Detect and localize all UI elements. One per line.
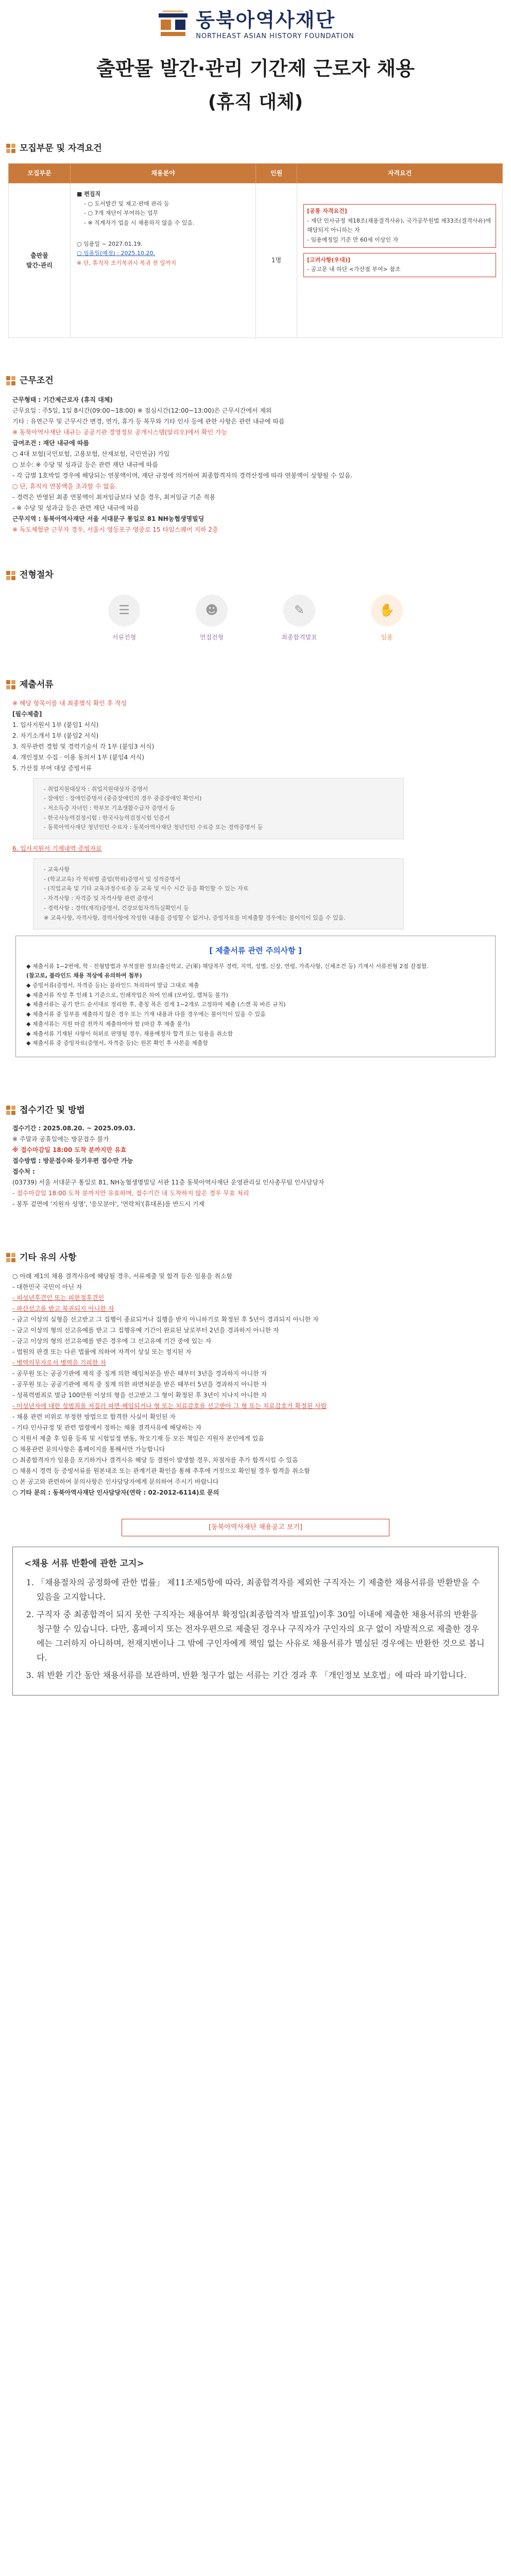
- application-address-title: 접수처 :: [12, 1168, 35, 1176]
- notes-list: [12, 1271, 499, 1498]
- return-notice-item: 3. 위 반환 기간 동안 채용서류를 보관하며, 반환 청구가 없는 서류는 기간 경과 후 「개인정보 보호법」에 따라 파기합니다.: [37, 1668, 487, 1683]
- evidence-line: - (직업교육 및 기타 교육과정수료증 등 교육 및 이수 시간 등을 확인할 수 있는 자료: [44, 885, 249, 892]
- requirements-cell: [297, 183, 503, 338]
- condition-line: 근무요일 : 주5일, 1일 8시간(09:00~18:00) ※ 점심시간(12:00~13:00)은 근무시간에서 제외: [12, 407, 272, 415]
- bonus-evidence-box: [33, 778, 404, 839]
- evidence-line: - 취업지원대상자 : 취업지원대상자 증명서: [44, 785, 148, 792]
- application-info: [12, 1123, 499, 1210]
- notice-line: (참고로, 블라인드 채용 적상에 유의하여 첨부): [26, 972, 142, 979]
- note-line: - 피성년후견인 또는 피한정후견인: [12, 1294, 105, 1301]
- page-title: 출판물 발간·관리 기간제 근로자 채용: [96, 57, 415, 80]
- note-line: - 채용 관련 비위로 부정한 방법으로 합격한 사실이 확인된 자: [12, 1413, 176, 1420]
- application-address: (03739) 서울 서대문구 통일로 81, NH농협생명빌딩 서관 11층 동북아역사재단 운영관리실 인사총무팀 인사담당자: [12, 1179, 325, 1187]
- condition-line: ○ 보수: ※ 수당 및 성과급 등은 관련 재단 내규에 따름: [12, 461, 158, 469]
- process-steps: [0, 595, 511, 642]
- process-step: [274, 595, 325, 642]
- preferred-requirements: [303, 253, 496, 277]
- process-step: [186, 595, 237, 642]
- condition-line: ○ 단, 휴직자 연봉액을 초과할 수 없음.: [12, 483, 117, 490]
- section-title: 근무조건: [20, 376, 54, 386]
- section-bullet-icon: [6, 376, 15, 385]
- condition-line: 급여조건 : 재단 내규에 따름: [12, 439, 90, 447]
- condition-line: - ※ 수당 및 성과급 등은 관련 재단 내규에 따름: [12, 504, 139, 512]
- note-line: - 공무원 또는 공공기관에 재직 중 징계 의한 해임처분을 받은 때부터 3년을 경과하지 아니한 자: [12, 1369, 267, 1377]
- document-item: 5. 가산점 부여 대상 증빙서류: [12, 764, 92, 772]
- req-title: [공통 자격요건]: [307, 208, 347, 215]
- document-item: 4. 개인정보 수집 · 이용 동의서 1부 (붙임4 서식): [12, 753, 144, 761]
- field-line: - ※ 직계자가 업을 시 채용하지 않을 수 있음.: [84, 219, 195, 227]
- table-header: 모집부문: [9, 164, 71, 183]
- evidence-line: - (학교교육) 각 학위별 졸업(학위)증명서 및 성적증명서: [44, 875, 181, 883]
- documents-notice-box: [15, 936, 496, 1057]
- section-bullet-icon: [6, 1106, 15, 1115]
- table-header: 채용분야: [71, 164, 256, 183]
- condition-line: 기타 : 유연근무 및 근무시간 변경, 연가, 휴가 등 복무와 기타 인사 등에 관한 사항은 관련 내규에 따름: [12, 418, 285, 426]
- document-item: 3. 직무관련 경험 및 경력기술서 각 1부 (붙임3 서식): [12, 742, 155, 750]
- notice-title: [ 제출서류 관련 주의사항 ]: [209, 946, 302, 956]
- evidence-line: - 저소득층 자녀인 : 학부모 기초생활수급자 증명서 등: [44, 805, 176, 812]
- evidence-line: - 경력사항 : 경력(재직)증명서, 건강보험자격득실확인서 등: [44, 904, 189, 911]
- section-title: 기타 유의 사항: [20, 1252, 77, 1263]
- section-process: [6, 568, 511, 582]
- note-line: - 법원의 판결 또는 다른 법률에 의하여 자격이 상실 또는 정지된 자: [12, 1348, 192, 1355]
- field-line: ○ 임용일 ~ 2027.01.19.: [77, 240, 143, 247]
- note-line: - 대한민국 국민이 아닌 자: [12, 1283, 82, 1291]
- document-icon: ☰: [108, 595, 140, 626]
- process-step: [98, 595, 150, 642]
- announcement-icon: ✎: [283, 595, 315, 626]
- evidence-line: - 교육사항: [44, 866, 70, 873]
- application-method: 접수방법 : 방문접수와 등기우편 접수만 가능: [12, 1157, 133, 1165]
- return-notice-title: <채용 서류 반환에 관한 고지>: [24, 1558, 144, 1569]
- table-header: 자격요건: [297, 164, 503, 183]
- note-line: - 파산선고를 받고 복권되지 아니한 자: [12, 1304, 114, 1312]
- note-line: - 금고 이상의 형의 선고유예를 받고 그 집행유예 기간이 완료된 날로부터 2년을 경과하지 아니한 자: [12, 1326, 279, 1334]
- condition-line: ※ 독도체험관 근무자 경우, 서울시 영등포구 영중로 15 타임스퀘어 지하 2층: [12, 526, 218, 534]
- notice-line: ◆ 제출서류 중 증빙자료(증명서, 자격증 등)는 원본 확인 후 사본을 제출함: [26, 1040, 209, 1047]
- section-title: 접수기간 및 방법: [20, 1105, 85, 1115]
- evidence-line: - 장애인 : 장애인증명서 (중증장애인의 경우 중증장애인 확인서): [44, 795, 202, 802]
- page-subtitle: (휴직 대체): [208, 91, 303, 113]
- application-note: ※ 주말과 공휴일에는 방문접수 불가: [12, 1136, 109, 1143]
- condition-line: ○ 4대 보험(국민보험, 고용보험, 산재보험, 국민연금) 가입: [12, 450, 170, 458]
- step-label: 최종합격발표: [281, 633, 317, 641]
- req-title: [고려사항(우대)]: [307, 256, 350, 263]
- notice-line: ◆ 제출서류 기재된 사항이 허위로 판명될 경우, 채용예정자 합격 또는 임용을 취소함: [26, 1030, 233, 1037]
- field-line: - ○ 도서발간 및 제고·판매 관리 등: [84, 200, 169, 207]
- notice-line: ◆ 증빙서류(증명서, 자격증 등)는 블라인드 처리하여 발급 그대로 제출: [26, 982, 199, 989]
- section-title: 제출서류: [20, 680, 54, 690]
- condition-line: - 각 급별 1호박일 경우에 해당되는 연봉액이며, 재단 규정에 의거하여 최종합격자의 경력산정에 따라 연봉액이 상향될 수 있음.: [12, 472, 353, 480]
- step-label: 임용: [381, 633, 393, 641]
- note-line: - 기타 인사규정 및 관련 법령에서 정하는 채용 결격사유에 해당하는 자: [12, 1423, 202, 1431]
- evidence-line: - 자격사항 : 자격증 및 자격사항 관련 증명서: [44, 895, 154, 902]
- section-documents: [6, 678, 511, 691]
- section-bullet-icon: [6, 680, 15, 689]
- req-line: - 재단 인사규정 제18조(채용결격사유), 국가공무원법 제33조(결격사유)에 해당되지 아니하는 자: [307, 217, 491, 234]
- evidence-line: - 한국사능력검정시험 : 한국사능력검정시험 인증서: [44, 814, 170, 821]
- document-item: 2. 자기소개서 1부 (붙임2 서식): [12, 732, 99, 739]
- condition-line: ※ 동북아역사재단 내규는 공공기관 경영정보 공개시스템(알리오)에서 확인 가능: [12, 429, 228, 436]
- note-line: - 금고 이상의 형의 선고유예를 받은 경우에 그 선고유예 기간 중에 있는 자: [12, 1337, 212, 1345]
- req-line: - 공고문 내 하단 <가산점 부여> 참조: [307, 266, 401, 273]
- section-recruitment: [6, 142, 511, 155]
- application-period: 접수기간 : 2025.08.20. ~ 2025.09.03.: [12, 1125, 135, 1132]
- field-line: ○ 임용일(예정) : 2025.10.20.: [77, 250, 155, 257]
- condition-line: - 경력은 반영된 최종 연봉액이 최저임금보다 낮을 경우, 최저임금 기준 적용: [12, 494, 216, 501]
- header: [0, 0, 511, 117]
- notice-line: ◆ 제출서류는 지원 마감 전까지 제출하여야 함 (마감 후 제출 불가): [26, 1020, 190, 1027]
- process-step: [361, 595, 413, 642]
- note-line: - 미성년자에 대한 성범죄를 저질러 파면·해임되거나 형 또는 치료감호를 선고받아 그 형 또는 치료감호가 확정된 사람: [12, 1402, 327, 1410]
- field-cell: [71, 183, 256, 338]
- notice-line: ◆ 제출서류 중 일부를 제출하지 않은 경우 또는 기재 내용과 다를 경우에는 불이익이 있을 수 있음: [26, 1011, 266, 1018]
- field-title: ■ 편집직: [77, 191, 101, 198]
- count-cell: 1명: [256, 183, 297, 338]
- step-label: 면접전형: [199, 633, 224, 641]
- note-line: ○ 채용시 경력 등 증빙서류를 원본대조 또는 관계기관 확인을 통해 추후에 거짓으로 확인될 경우 합격을 취소함: [12, 1467, 310, 1475]
- view-posting-link[interactable]: [동북아역사재단 채용공고 보기]: [122, 1519, 389, 1536]
- note-line: ○ 본 공고와 관련하여 문의사항은 인사담당자에게 문의하여 주시기 바랍니다: [12, 1478, 219, 1485]
- application-note: ※ 접수마감일 18:00 도착 분까지만 유효: [12, 1146, 127, 1154]
- evidence-line: ※ 교육사항, 자격사항, 경력사항에 작성한 내용을 증빙할 수 없거나, 증빙자료를 미제출할 경우에는 불이익이 있을 수 있음.: [44, 914, 346, 921]
- note-line: - 병역의무자로서 병역을 기피한 자: [12, 1359, 106, 1366]
- section-work-conditions: [6, 374, 511, 387]
- req-line: - 임용예정일 기준 만 60세 이상인 자: [307, 236, 399, 244]
- evidence-line: - 동북아역사재단 청년인턴 수료자 : 동북아역사재단 청년인턴 수료증 또는 경력증명서 등: [44, 824, 263, 831]
- section-bullet-icon: [6, 1253, 15, 1262]
- application-note: - 접수마감일 18:00 도착 분까지만 유효하며, 접수기간 내 도착하지 않은 경우 무효 처리: [12, 1190, 249, 1197]
- notice-line: ◆ 제출서류는 공기 반드 순서대로 정리한 후, 총칭 폭은 검게 1~2개로 고정하여 제출 (스캔 꼭 바른 규칙): [26, 1001, 286, 1008]
- foundation-logo-icon: [157, 9, 190, 42]
- condition-line: 근무형태 : 기간제근로자 (휴직 대체): [12, 396, 113, 404]
- documents-required-title: [필수제출]: [12, 710, 42, 718]
- notice-line: ◆ 제출서류 1~2번에, 학 · 전형방법과 부적절한 정보(출신학교, 군(軍) 해당복무 경력, 지역, 성별, 신장, 연령, 가족사항, 신체조건 등) 기재시 서류전형 2점 감점함.: [26, 962, 429, 970]
- note-line: ○ 기타 문의 : 동북아역사재단 인사담당자(연락 : 02-2012-6114)로 문의: [12, 1488, 219, 1496]
- section-application: [6, 1104, 511, 1117]
- note-line: - 금고 이상의 실형을 선고받고 그 집행이 종료되거나 집행을 받지 아니하기로 확정된 후 5년이 경과되지 아니한 자: [12, 1315, 319, 1323]
- note-line: - 공무원 또는 공공기관에 재직 중 징계 의한 파면처분을 받은 때부터 5년을 경과하지 아니한 자: [12, 1380, 267, 1388]
- step-label: 서류전형: [112, 633, 137, 641]
- section-title: 전형절차: [20, 570, 54, 581]
- section-notes: [6, 1251, 511, 1264]
- interview-icon: ☻: [196, 595, 228, 626]
- document-item: 1. 입사지원서 1부 (붙임1 서식): [12, 721, 99, 728]
- application-evidence-box: [33, 858, 404, 929]
- note-line: - 성폭력범죄로 벌금 100만원 이상의 형을 선고받고 그 형이 확정된 후 3년이 지나지 아니한 자: [12, 1391, 267, 1399]
- table-header: 인원: [256, 164, 297, 183]
- recruitment-table: [8, 163, 503, 338]
- application-note: - 봉투 겉면에 '지원자 성명', '응모분야', '연락처'(휴대폰)를 반드시 기재: [12, 1200, 205, 1208]
- section-bullet-icon: [6, 571, 15, 580]
- section-title: 모집부문 및 자격요건: [20, 143, 102, 154]
- documents-note: ※ 해당 항목이를 내 최종별식 확인 후 작성: [12, 699, 127, 707]
- logo-english-name: NORTHEAST ASIAN HISTORY FOUNDATION: [196, 32, 354, 40]
- field-line: - ○ 7개 재단이 부여하는 업무: [84, 210, 159, 217]
- field-line: ※ 단, 휴직자 조기복귀시 복귀 전 일까지: [77, 260, 177, 267]
- document-item: 6. 입사지원서 기재내역 증빙자료: [12, 845, 102, 853]
- hand-icon: ✋: [371, 595, 403, 626]
- notice-line: ◆ 제출서류 작성 후 인쇄 1 기준으로, 인쇄작업은 하여 인쇄 (모바일, 캡쳐등 불가): [26, 991, 228, 998]
- logo-korean-name: 동북아역사재단: [196, 9, 336, 32]
- section-bullet-icon: [6, 144, 15, 153]
- logo: [0, 9, 511, 42]
- work-conditions-list: [12, 395, 499, 535]
- return-notice-item: 1. 「채용절차의 공정화에 관한 법률」 제11조제5항에 따라, 최종합격자를 제외한 구직자는 기 제출한 채용서류를 반환받을 수 있음을 고지합니다.: [37, 1575, 487, 1604]
- note-line: ○ 지원서 제출 후 임용 등록 및 시험일정 변동, 착오기재 등 모든 책임은 지원자 본인에게 있음: [12, 1434, 264, 1442]
- return-notice-item: 2. 구직자 중 최종합격이 되지 못한 구직자는 채용여부 확정일(최종합격자 발표일)이후 30일 이내에 제출한 채용서류의 반환을 청구할 수 있습니다. 다만, 홈페이지 또는 전자우편으로 제출된 경우나 구직자가 구인자의 요구 없이 자발적으로 제출한 경우에는 그러하지 아니하며, 천재지변이나 그 밖에 구인자에게 책임 없는 사유로 채용서류가 멸실된 경우에는 반환한 것으로 봅니다.: [37, 1607, 487, 1665]
- dept-cell: 출판물 발간·관리: [9, 183, 71, 338]
- note-line: ○ 채용관련 문의사항은 홈페이지를 통해서만 가능합니다: [12, 1445, 165, 1453]
- note-line: ○ 최종합격자가 임용을 포기하거나 결격사유 해당 등 결원이 발생할 경우, 차점자를 추가 합격시킬 수 있음: [12, 1456, 298, 1464]
- common-requirements: [303, 204, 496, 248]
- documents-list: [12, 698, 499, 930]
- document-return-notice: [12, 1547, 499, 1696]
- note-line: ○ 아래 제1의 채용 결격사유에 해당될 경우, 서류제출 및 합격 등은 임용을 취소함: [12, 1272, 233, 1280]
- condition-line: 근무지역 : 동북아역사재단 서울 서대문구 통일로 81 NH농협생명빌딩: [12, 515, 205, 523]
